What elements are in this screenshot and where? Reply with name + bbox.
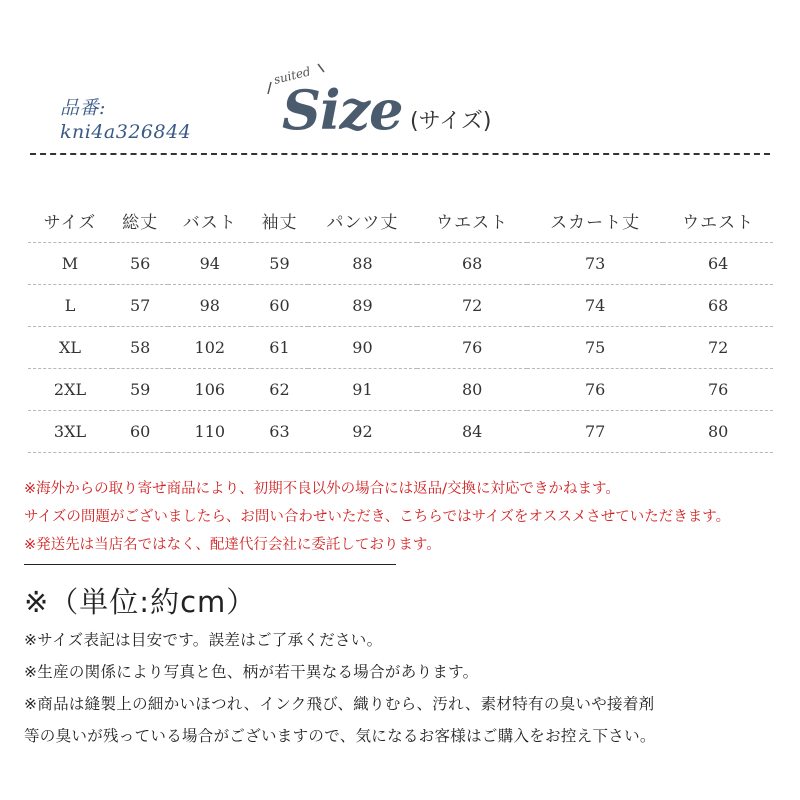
table-cell: 75	[527, 327, 663, 369]
table-cell: 68	[663, 285, 773, 327]
notice-no-returns: ※海外からの取り寄せ商品により、初期不良以外の場合には返品/交換に対応できかねます。	[24, 481, 620, 497]
size-subtitle: (サイズ)	[410, 109, 492, 134]
table-row	[28, 243, 773, 285]
suited-text: suited	[272, 64, 312, 87]
col-header-bust: バスト	[182, 212, 237, 233]
size-table	[28, 198, 773, 453]
table-cell: 64	[663, 243, 773, 285]
table-cell: 106	[168, 369, 251, 411]
table-cell: XL	[28, 327, 112, 369]
col-header-pants-length: パンツ丈	[326, 212, 399, 233]
table-cell: 80	[417, 369, 527, 411]
table-cell: 77	[527, 411, 663, 453]
table-cell: 3XL	[28, 411, 112, 453]
col-header-waist-2: ウエスト	[682, 212, 755, 233]
table-cell: 89	[308, 285, 418, 327]
table-cell: 90	[308, 327, 418, 369]
note-color-variance: ※生産の関係により写真と色、柄が若干異なる場合があります。	[24, 663, 479, 681]
table-cell: 102	[168, 327, 251, 369]
table-cell: 74	[527, 285, 663, 327]
table-cell: 72	[417, 285, 527, 327]
table-cell: 76	[663, 369, 773, 411]
col-header-skirt-length: スカート丈	[550, 212, 641, 233]
table-cell: 88	[308, 243, 418, 285]
table-cell: 68	[417, 243, 527, 285]
header-divider	[30, 153, 770, 155]
table-row	[28, 369, 773, 411]
table-cell: 57	[112, 285, 168, 327]
table-cell: 84	[417, 411, 527, 453]
unit-divider	[24, 564, 396, 565]
table-cell: 56	[112, 243, 168, 285]
unit-title: ※（単位:約cm）	[24, 585, 257, 619]
table-cell: M	[28, 243, 112, 285]
product-code: kni4a326844	[60, 121, 192, 143]
product-code-block	[60, 96, 191, 144]
table-cell: 61	[251, 327, 307, 369]
col-header-waist: ウエスト	[436, 212, 509, 233]
col-header-sleeve: 袖丈	[261, 212, 298, 233]
table-cell: 63	[251, 411, 307, 453]
notice-shipping: ※発送先は当店名ではなく、配達代行会社に委託しております。	[24, 537, 441, 553]
table-cell: 60	[251, 285, 307, 327]
size-title: Size	[282, 78, 403, 142]
table-row	[28, 285, 773, 327]
table-cell: 91	[308, 369, 418, 411]
product-label: 品番:	[60, 97, 106, 119]
table-cell: 76	[417, 327, 527, 369]
table-cell: 58	[112, 327, 168, 369]
table-cell: 60	[112, 411, 168, 453]
table-row	[28, 327, 773, 369]
table-cell: 92	[308, 411, 418, 453]
note-odor: 等の臭いが残っている場合がございますので、気になるお客様はご購入をお控え下さい。	[24, 727, 656, 745]
table-cell: 98	[168, 285, 251, 327]
table-cell: L	[28, 285, 112, 327]
table-cell: 62	[251, 369, 307, 411]
note-product-flaws: ※商品は縫製上の細かいほつれ、インク飛び、織りむら、汚れ、素材特有の臭いや接着剤	[24, 695, 655, 713]
table-cell: 2XL	[28, 369, 112, 411]
table-cell: 59	[251, 243, 307, 285]
table-cell: 59	[112, 369, 168, 411]
table-cell: 72	[663, 327, 773, 369]
table-header-row	[28, 198, 773, 243]
table-cell: 76	[527, 369, 663, 411]
table-cell: 80	[663, 411, 773, 453]
table-cell: 110	[168, 411, 251, 453]
col-header-length: 総丈	[122, 212, 159, 233]
note-size-guide: ※サイズ表記は目安です。誤差はご了承ください。	[24, 631, 383, 649]
col-header-size: サイズ	[43, 212, 97, 233]
table-cell: 73	[527, 243, 663, 285]
table-cell: 94	[168, 243, 251, 285]
table-row	[28, 411, 773, 453]
notice-size-inquiry: サイズの問題がございましたら、お問い合わせいただき、こちらではサイズをオススメさせていただきます。	[24, 509, 731, 525]
